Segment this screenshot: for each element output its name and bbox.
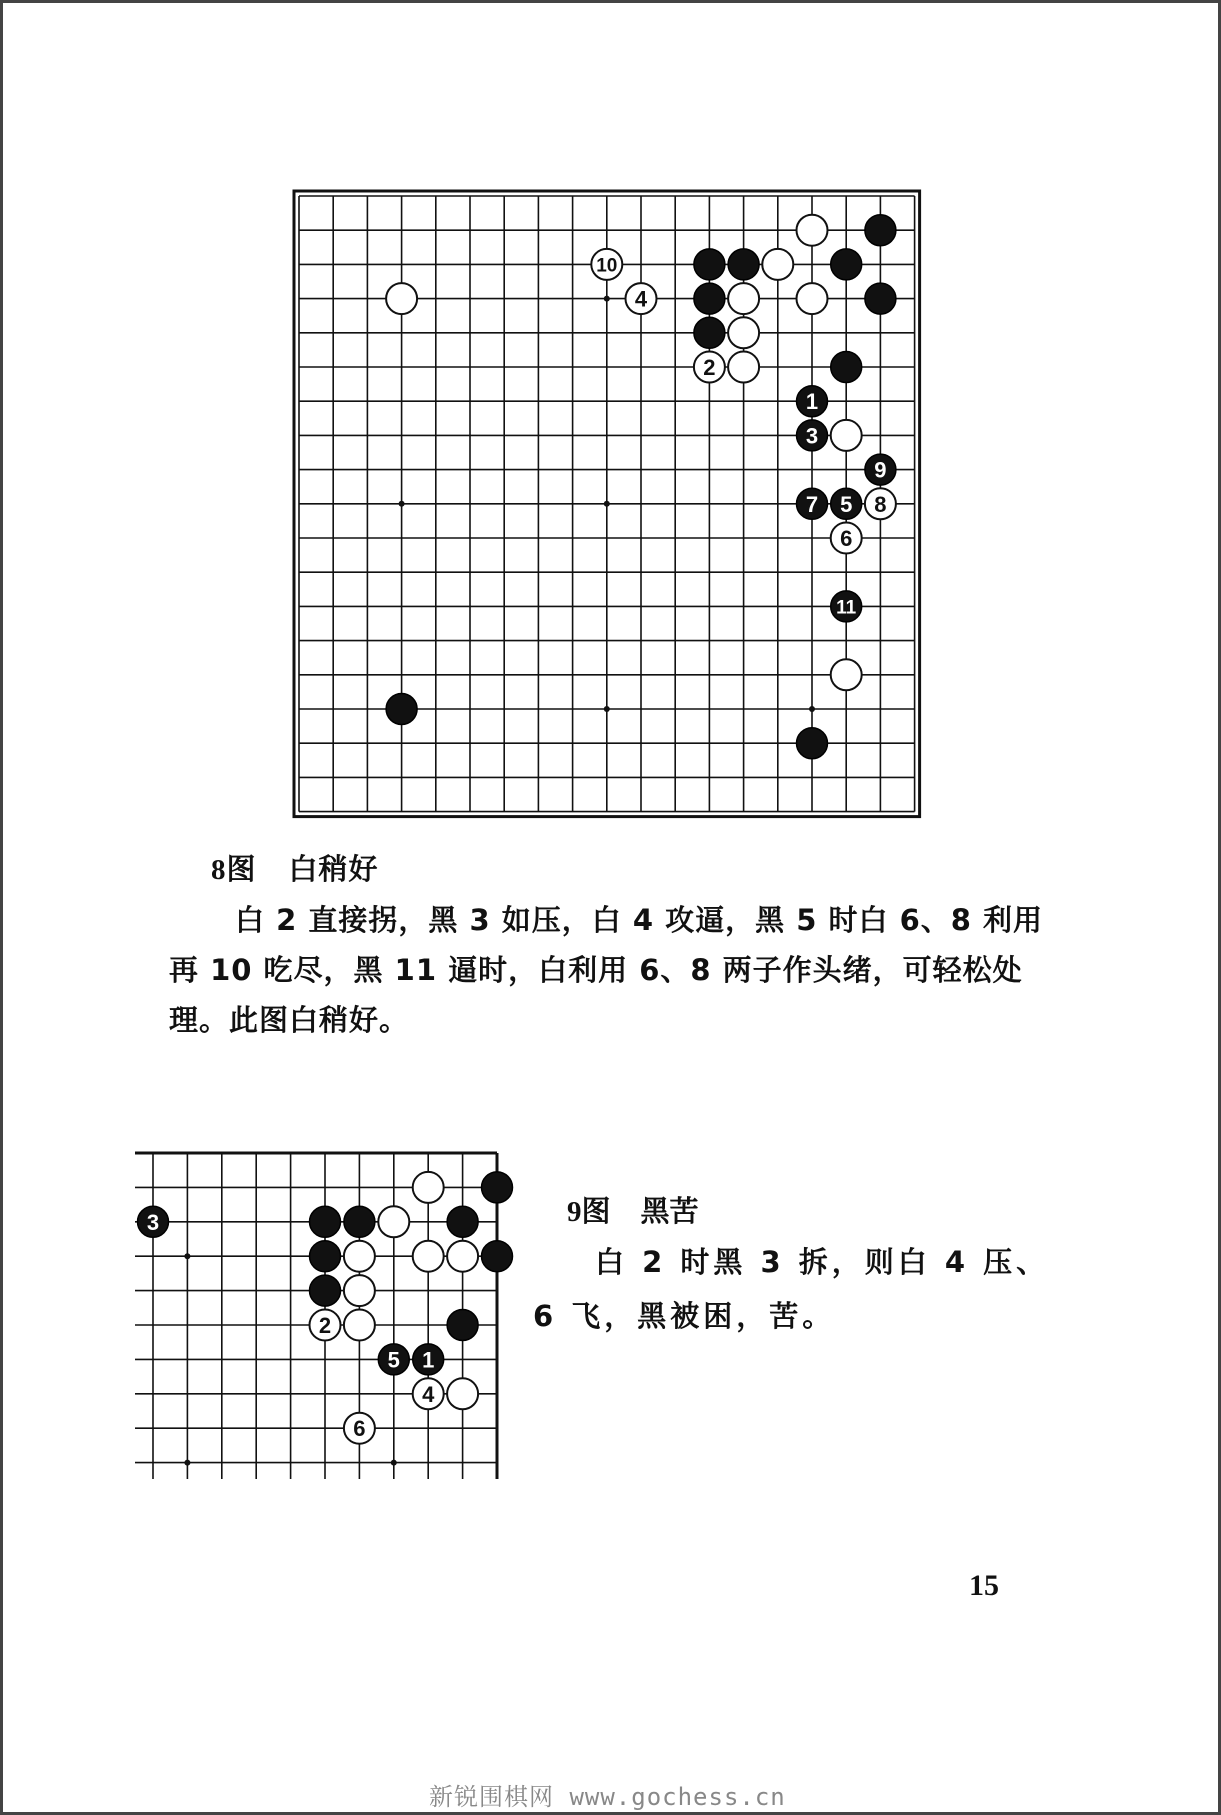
fig8-white-stone — [728, 317, 759, 348]
fig9-star-point — [184, 1460, 190, 1466]
fig9-white-stone — [413, 1241, 444, 1272]
svg-text:4: 4 — [422, 1381, 435, 1407]
fig8-white-stone-6 — [831, 523, 862, 554]
go-board-figure-9 — [135, 1151, 505, 1481]
fig9-black-stone — [310, 1241, 341, 1272]
figure-8-number: 8图 — [211, 854, 257, 886]
fig8-black-stone-7 — [797, 488, 828, 519]
svg-text:5: 5 — [840, 491, 853, 517]
svg-text:6: 6 — [840, 526, 853, 551]
fig8-black-stone — [865, 283, 896, 314]
fig8-star-point — [604, 501, 610, 507]
fig8-black-stone — [694, 249, 725, 280]
figure-8-title: 白稍好 — [288, 852, 379, 886]
svg-text:2: 2 — [318, 1313, 332, 1338]
fig8-black-stone — [694, 283, 725, 314]
fig9-black-stone-1 — [413, 1344, 444, 1375]
fig9-white-stone — [447, 1378, 478, 1409]
fig9-black-stone — [482, 1172, 513, 1203]
fig9-white-stone — [344, 1241, 375, 1272]
figure-9-description: 白 2 时黑 3 拆，则白 4 压、6 飞，黑被困，苦。 — [533, 1245, 1050, 1333]
fig9-black-stone — [482, 1241, 513, 1272]
fig8-white-stone-8 — [865, 488, 896, 519]
svg-text:6: 6 — [353, 1416, 366, 1442]
fig8-black-stone — [728, 249, 759, 280]
svg-text:7: 7 — [805, 491, 819, 517]
fig8-white-stone — [831, 659, 862, 690]
fig8-black-stone-9 — [865, 454, 896, 485]
fig8-black-stone — [831, 352, 862, 383]
fig8-white-stone-10 — [591, 249, 622, 280]
svg-text:5: 5 — [387, 1347, 400, 1373]
fig8-white-stone — [728, 283, 759, 314]
fig8-star-point — [604, 706, 610, 712]
svg-text:3: 3 — [146, 1209, 160, 1235]
svg-text:10: 10 — [596, 255, 618, 277]
figure-8-description: 白 2 直接拐，黑 3 如压，白 4 攻逼，黑 5 时白 6、8 利用再 10 吃尽，黑 11 逼时，白利用 6、8 两子作头绪，可轻松处理。此图白稍好。 — [169, 903, 1044, 1037]
fig9-black-stone-3 — [138, 1206, 169, 1237]
watermark: 新锐围棋网 www.gochess.cn — [429, 1783, 786, 1811]
svg-text:1: 1 — [422, 1347, 435, 1373]
fig8-black-stone-11 — [831, 591, 862, 622]
svg-text:2: 2 — [703, 355, 716, 380]
fig8-star-point — [399, 501, 405, 507]
go-board-figure-8 — [293, 190, 917, 814]
svg-text:3: 3 — [805, 423, 819, 449]
fig8-black-stone — [797, 728, 828, 759]
fig8-black-stone-1 — [797, 386, 828, 417]
svg-text:9: 9 — [874, 457, 887, 483]
figure-8-caption — [211, 847, 379, 888]
fig9-black-stone — [447, 1310, 478, 1341]
figure-9-number: 9图 — [567, 1196, 611, 1228]
fig9-black-stone-5 — [378, 1344, 409, 1375]
figure-9-title: 黑苦 — [640, 1194, 699, 1228]
fig8-white-stone — [831, 420, 862, 451]
fig8-white-stone-4 — [626, 283, 657, 314]
fig9-black-stone — [310, 1275, 341, 1306]
svg-text:8: 8 — [874, 491, 887, 517]
fig8-white-stone — [797, 283, 828, 314]
fig8-black-stone-5 — [831, 488, 862, 519]
fig8-white-stone-2 — [694, 352, 725, 383]
fig9-black-stone — [447, 1206, 478, 1237]
figure-9-caption — [567, 1189, 699, 1230]
fig9-white-stone-6 — [344, 1413, 375, 1444]
fig9-white-stone — [344, 1275, 375, 1306]
fig9-black-stone — [344, 1206, 375, 1237]
fig9-white-stone — [378, 1206, 409, 1237]
fig8-black-stone — [694, 317, 725, 348]
fig9-white-stone — [413, 1172, 444, 1203]
fig8-star-point — [809, 706, 815, 712]
fig8-white-stone — [797, 215, 828, 246]
page-number: 15 — [969, 1569, 999, 1602]
fig8-white-stone — [728, 352, 759, 383]
fig8-white-stone — [386, 283, 417, 314]
svg-text:11: 11 — [836, 597, 857, 619]
fig8-black-stone — [865, 215, 896, 246]
fig9-white-stone — [447, 1241, 478, 1272]
fig9-black-stone — [310, 1206, 341, 1237]
fig8-white-stone — [762, 249, 793, 280]
fig9-star-point — [391, 1460, 397, 1466]
fig9-star-point — [184, 1253, 190, 1259]
svg-text:4: 4 — [634, 286, 648, 312]
fig8-black-stone-3 — [797, 420, 828, 451]
fig9-white-stone-2 — [310, 1310, 341, 1341]
svg-text:1: 1 — [805, 389, 819, 415]
fig9-white-stone-4 — [413, 1378, 444, 1409]
fig8-star-point — [604, 296, 610, 302]
fig8-black-stone — [831, 249, 862, 280]
fig9-white-stone — [344, 1310, 375, 1341]
fig8-black-stone — [386, 694, 417, 725]
